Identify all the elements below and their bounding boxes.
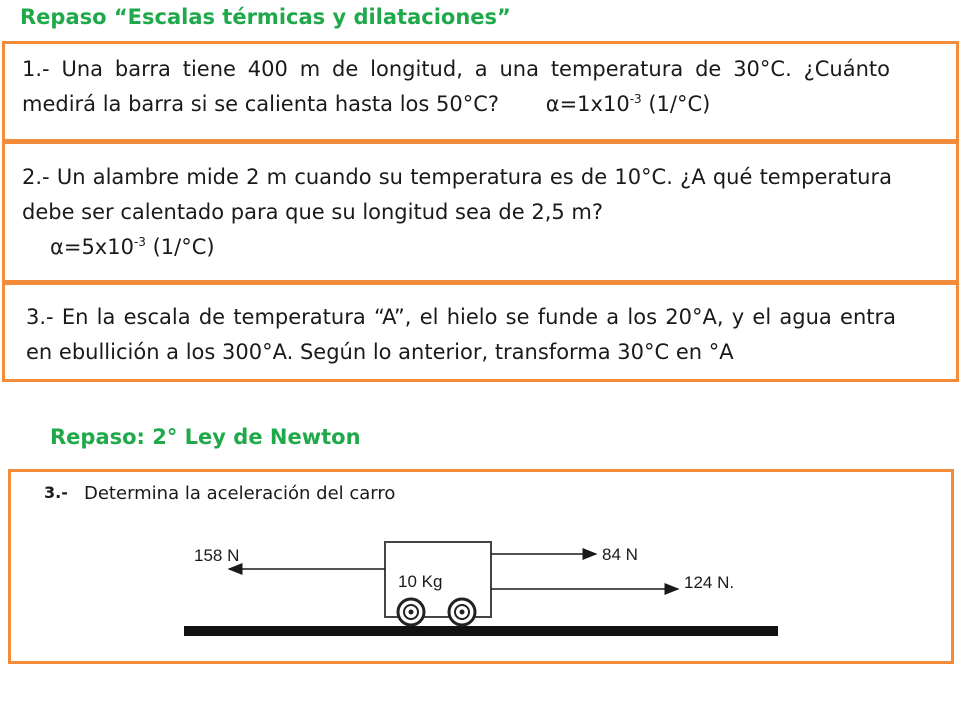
problem-number: 3.- — [44, 483, 68, 502]
ground — [184, 626, 778, 636]
problem-statement: Determina la aceleración del carro — [84, 483, 396, 504]
problem-2-text: 2.- Un alambre mide 2 m cuando su temperatura es de 10°C. ¿A qué temperatura debe ser calentado para que su longitud sea de 2,5 m? — [22, 165, 892, 224]
problem-1-text: 1.- Una barra tiene 400 m de longitud, a una temperatura de 30°C. ¿Cuánto medirá la barra si se calienta hasta los 50°C? — [22, 57, 890, 116]
mass-label: 10 Kg — [398, 572, 443, 591]
wheel-right — [449, 599, 475, 625]
problem-2-alpha: $\alpha=5x10^{-3}$ (1/°C) — [50, 235, 215, 259]
problem-1-alpha: $\alpha=1x10^{-3}$ (1/°C) — [545, 92, 711, 116]
section-title-thermal: Repaso “Escalas térmicas y dilataciones” — [20, 5, 511, 29]
wheel-left — [398, 599, 424, 625]
section-title-newton: Repaso: 2° Ley de Newton — [50, 425, 361, 449]
problem-3-text: 3.- En la escala de temperatura “A”, el hielo se funde a los 20°A, y el agua entra en ebullición a los 300°A. Según lo anterior, transforma 30°C en °A — [26, 305, 896, 364]
force-right-bottom-label: 124 N. — [684, 573, 735, 592]
force-right-top-label: 84 N — [602, 545, 638, 564]
force-left-label: 158 N — [194, 546, 240, 565]
